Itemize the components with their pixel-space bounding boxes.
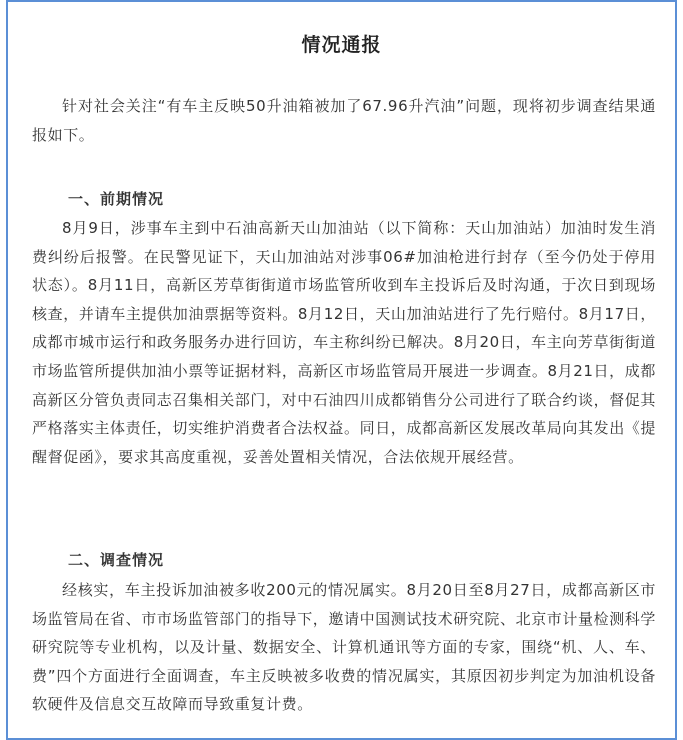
notice-frame: [6, 0, 677, 740]
section-heading-preliminary: 一、前期情况: [68, 190, 165, 208]
section-body-investigation: 经核实，车主投诉加油被多收200元的情况属实。8月20日至8月27日，成都高新区市场监管局在省、市市场监管部门的指导下，邀请中国测试技术研究院、北京市计量检测科学研究院等专业机构，以及计量、数据安全、计算机通讯等方面的专家，围绕“机、人、车、费”四个方面进行全面调查，车主反映被多收费的情况属实，其原因初步判定为加油机设备软硬件及信息交互故障而导致重复计费。: [32, 581, 657, 714]
section-body-preliminary: 8月9日，涉事车主到中石油高新天山加油站（以下简称：天山加油站）加油时发生消费纠纷后报警。在民警见证下，天山加油站对涉事06#加油枪进行封存（至今仍处于停用状态）。8月11日，高新区芳草街街道市场监管所收到车主投诉后及时沟通，于次日到现场核查，并请车主提供加油票据等资料。8月12日，天山加油站进行了先行赔付。8月17日，成都市城市运行和政务服务办进行回访，车主称纠纷已解决。8月20日，车主向芳草街街道市场监管所提供加油小票等证据材料，高新区市场监管局开展进一步调查。8月21日，成都高新区分管负责同志召集相关部门，对中石油四川成都销售分公司进行了联合约谈，督促其严格落实主体责任，切实维护消费者合法权益。同日，成都高新区发展改革局向其发出《提醒督促函》，要求其高度重视，妥善处置相关情况，合法依规开展经营。: [32, 219, 657, 466]
section-heading-investigation: 二、调查情况: [68, 551, 165, 569]
notice-title: 情况通报: [301, 34, 382, 56]
intro-paragraph: 针对社会关注“有车主反映50升油箱被加了67.96升汽油”问题，现将初步调查结果通报如下。: [32, 97, 656, 144]
